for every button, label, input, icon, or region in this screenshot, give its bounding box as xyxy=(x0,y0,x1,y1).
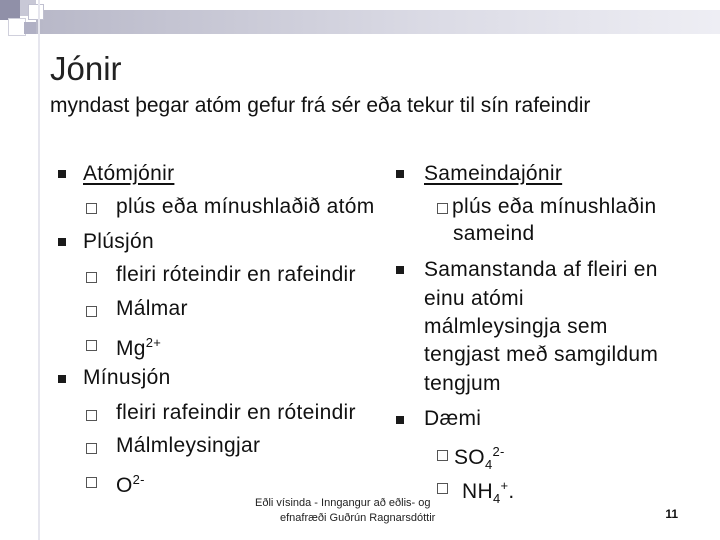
list-item xyxy=(454,440,505,477)
formula-base: Mg xyxy=(116,337,146,360)
deco-square xyxy=(24,22,36,34)
header-bar xyxy=(36,10,720,34)
list-item: fleiri rafeindir en róteindir xyxy=(116,401,356,424)
formula-base: NH xyxy=(462,480,493,503)
page-title: Jónir xyxy=(50,50,122,87)
list-item: Samanstanda af fleiri en xyxy=(424,258,658,281)
checkbox-bullet-icon xyxy=(86,306,97,317)
list-item: Dæmi xyxy=(424,407,482,430)
checkbox-bullet-icon xyxy=(86,340,97,351)
checkbox-bullet-icon xyxy=(86,410,97,421)
checkbox-bullet-icon xyxy=(86,272,97,283)
list-item: plús eða mínushlaðið atóm xyxy=(116,195,375,218)
formula-charge: + xyxy=(500,478,509,493)
list-item: Mínusjón xyxy=(83,366,171,389)
bullet-marker xyxy=(58,375,66,383)
list-item: Sameindajónir xyxy=(424,162,563,185)
deco-square xyxy=(0,0,20,20)
checkbox-bullet-icon xyxy=(437,450,448,461)
checkbox-bullet-icon xyxy=(86,443,97,454)
formula-charge: 2- xyxy=(132,472,145,487)
list-item-cont: tengjast með samgildum xyxy=(424,343,659,366)
checkbox-bullet-icon xyxy=(437,203,448,214)
bullet-marker xyxy=(396,266,404,274)
header-vline xyxy=(38,0,40,540)
footer-line-2: efnafræði Guðrún Ragnarsdóttir xyxy=(280,512,436,524)
list-item: Málmar xyxy=(116,297,188,320)
formula-charge: 2+ xyxy=(145,335,162,350)
list-item: fleiri róteindir en rafeindir xyxy=(116,263,356,286)
deco-square xyxy=(28,4,44,20)
list-item xyxy=(116,331,161,361)
list-item xyxy=(462,474,515,511)
list-item: Atómjónir xyxy=(83,162,175,185)
bullet-marker xyxy=(58,170,66,178)
formula-subscript: 4 xyxy=(492,491,501,507)
bullet-marker xyxy=(396,170,404,178)
formula-end: . xyxy=(508,480,515,503)
list-item-cont: tengjum xyxy=(424,372,501,395)
bullet-marker xyxy=(58,238,66,246)
list-item: Plúsjón xyxy=(83,230,154,253)
checkbox-bullet-icon xyxy=(86,477,97,488)
footer-line-1: Eðli vísinda - Inngangur að eðlis- og xyxy=(255,497,431,509)
checkbox-bullet-icon xyxy=(86,203,97,214)
page-subtitle: myndast þegar atóm gefur frá sér eða tekur til sín rafeindir xyxy=(50,94,591,117)
list-item: plús eða mínushlaðin xyxy=(452,195,657,218)
list-item: Málmleysingjar xyxy=(116,434,261,457)
list-item-cont: málmleysingja sem xyxy=(424,315,608,338)
formula-base: SO xyxy=(454,446,485,469)
bullet-marker xyxy=(396,416,404,424)
checkbox-bullet-icon xyxy=(437,483,448,494)
formula-base: O xyxy=(116,474,133,497)
formula-subscript: 4 xyxy=(484,457,493,473)
formula-charge: 2- xyxy=(492,444,505,459)
list-item-cont: sameind xyxy=(453,222,535,245)
list-item-cont: einu atómi xyxy=(424,287,524,310)
list-item xyxy=(116,468,145,498)
page-number: 11 xyxy=(665,507,678,521)
